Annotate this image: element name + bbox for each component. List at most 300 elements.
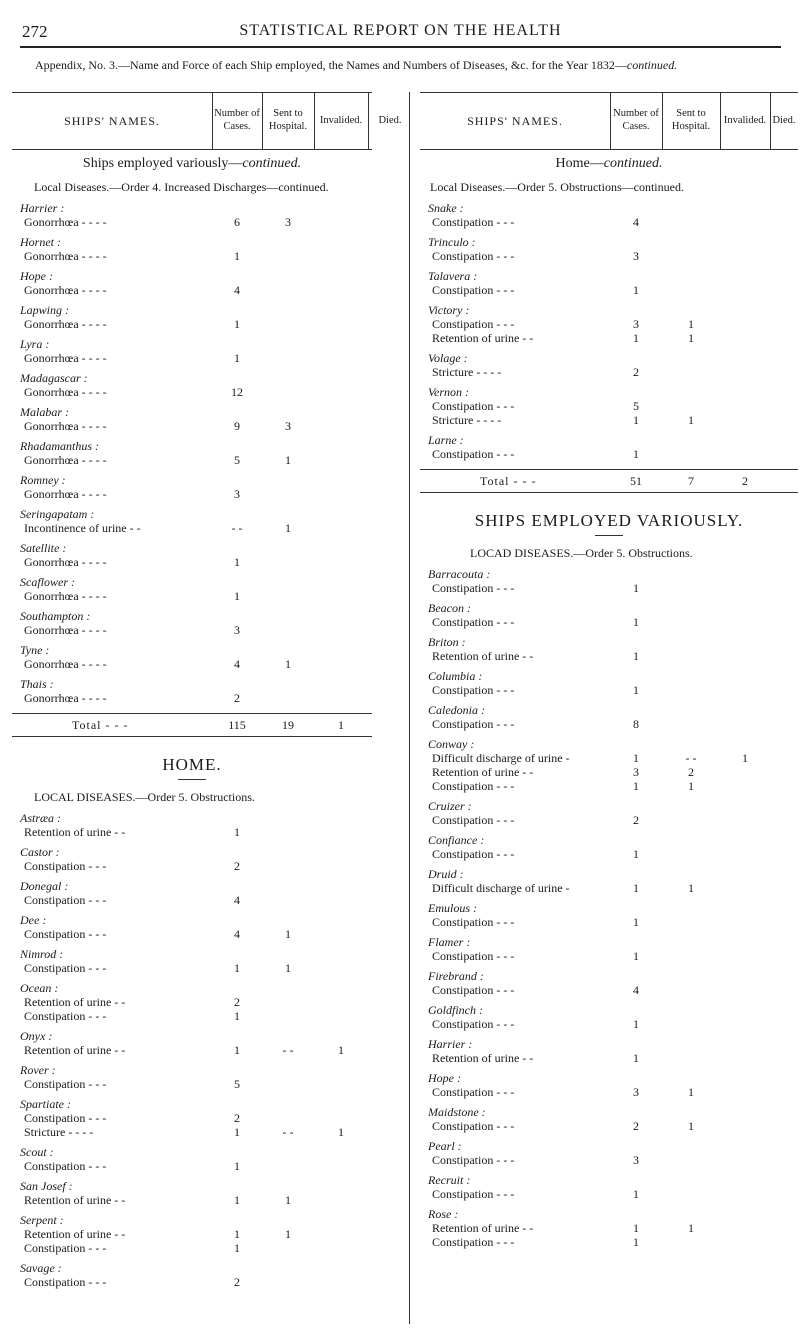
number-of-cases-cell: 4 xyxy=(633,983,639,997)
ships-names-header: SHIPS' NAMES. xyxy=(64,113,160,128)
number-of-cases-cell: 1 xyxy=(234,249,240,263)
table-row xyxy=(420,365,798,379)
disease-label: Retention of urine - - xyxy=(24,1227,126,1241)
sent-to-hospital-cell: 1 xyxy=(285,453,291,467)
sent-to-hospital-cell: 1 xyxy=(285,657,291,671)
table-row xyxy=(420,317,798,331)
sent-to-hospital-cell: 1 xyxy=(285,927,291,941)
table-row xyxy=(12,419,372,433)
number-of-cases-cell: 3 xyxy=(633,1153,639,1167)
disease-label: Gonorrhœa - - - - xyxy=(24,419,107,433)
table-row xyxy=(12,893,372,907)
table-row xyxy=(12,691,372,705)
number-of-cases-cell: 1 xyxy=(234,1227,240,1241)
number-of-cases-cell: 1 xyxy=(633,949,639,963)
died-header: Died. xyxy=(772,114,796,126)
table-row xyxy=(420,1187,798,1201)
section-title-right xyxy=(420,156,798,172)
number-of-cases-cell: 1 xyxy=(633,683,639,697)
variously-ship-list xyxy=(420,567,798,1249)
number-of-cases-cell: 3 xyxy=(633,249,639,263)
ship-name: Ocean : xyxy=(20,981,59,995)
top-rule xyxy=(20,46,781,48)
total-cases: 51 xyxy=(630,474,642,488)
home-disease-header: LOCAL DISEASES.—Order 5. Obstructions. xyxy=(34,790,255,804)
table-row xyxy=(12,487,372,501)
table-row xyxy=(12,1159,372,1173)
disease-label: Gonorrhœa - - - - xyxy=(24,589,107,603)
ship-name: Tyne : xyxy=(20,643,50,657)
disease-label: Constipation - - - xyxy=(24,1241,107,1255)
number-of-cases-cell: 2 xyxy=(633,1119,639,1133)
disease-label: Retention of urine - - xyxy=(24,825,126,839)
table-row xyxy=(12,351,372,365)
appendix-caption xyxy=(35,58,677,73)
table-row xyxy=(12,623,372,637)
table-row xyxy=(420,1221,798,1235)
page-number: 272 xyxy=(22,22,48,41)
total-cases: 115 xyxy=(228,718,246,732)
ship-name: Hope : xyxy=(428,1071,461,1085)
number-of-cases-cell: 1 xyxy=(633,413,639,427)
ship-name: Firebrand : xyxy=(428,969,484,983)
ship-name: Savage : xyxy=(20,1261,62,1275)
ship-name: Rose : xyxy=(428,1207,459,1221)
table-row xyxy=(420,1119,798,1133)
ship-name: Satellite : xyxy=(20,541,67,555)
number-of-cases-cell: 1 xyxy=(633,847,639,861)
disease-label: Gonorrhœa - - - - xyxy=(24,283,107,297)
section-title-left xyxy=(12,156,372,172)
ship-name: Onyx : xyxy=(20,1029,53,1043)
table-row xyxy=(12,995,372,1009)
number-of-cases-cell: 1 xyxy=(234,1241,240,1255)
sent-to-hospital-cell: 1 xyxy=(688,413,694,427)
ship-name: Hope : xyxy=(20,269,53,283)
table-row xyxy=(420,717,798,731)
ship-name: Rover : xyxy=(20,1063,56,1077)
disease-label: Constipation - - - xyxy=(24,1009,107,1023)
home-ship-list xyxy=(12,811,372,1289)
sent-to-hospital-cell: - - xyxy=(685,751,697,765)
total-sent: 7 xyxy=(688,474,694,488)
disease-label: Constipation - - - xyxy=(432,949,515,963)
table-row xyxy=(420,215,798,229)
disease-label: Constipation - - - xyxy=(432,1153,515,1167)
invalided-cell: 1 xyxy=(338,1043,344,1057)
variously-title: SHIPS EMPLOYED VARIOUSLY. xyxy=(474,511,744,530)
table-row xyxy=(420,847,798,861)
disease-label: Retention of urine - - xyxy=(432,1051,534,1065)
table-header-left xyxy=(12,92,402,150)
disease-label: Retention of urine - - xyxy=(24,995,126,1009)
ship-name: Romney : xyxy=(20,473,66,487)
disease-label: Constipation - - - xyxy=(432,447,515,461)
disease-label: Difficult discharge of urine - xyxy=(432,751,570,765)
disease-label: Retention of urine - - xyxy=(432,765,534,779)
disease-label: Constipation - - - xyxy=(432,1235,515,1249)
disease-label: Constipation - - - xyxy=(24,1159,107,1173)
ship-name: Nimrod : xyxy=(20,947,64,961)
ship-name: Columbia : xyxy=(428,669,483,683)
disease-label: Constipation - - - xyxy=(432,717,515,731)
ship-name: Southampton : xyxy=(20,609,91,623)
number-of-cases-cell: 5 xyxy=(234,453,240,467)
disease-label: Retention of urine - - xyxy=(432,1221,534,1235)
disease-label: Constipation - - - xyxy=(432,581,515,595)
disease-label: Gonorrhœa - - - - xyxy=(24,555,107,569)
table-row xyxy=(12,555,372,569)
number-of-cases-cell: 2 xyxy=(234,691,240,705)
table-row xyxy=(420,765,798,779)
table-row xyxy=(420,983,798,997)
ship-name: Conway : xyxy=(428,737,475,751)
sent-to-hospital-cell: 1 xyxy=(688,779,694,793)
number-of-cases-cell: 1 xyxy=(633,915,639,929)
sent-to-hospital-cell: - - xyxy=(282,1125,294,1139)
ship-name: Donegal : xyxy=(20,879,69,893)
ship-name: Confiance : xyxy=(428,833,485,847)
disease-label: Retention of urine - - xyxy=(24,1193,126,1207)
invalided-cell: 1 xyxy=(338,1125,344,1139)
disease-label: Constipation - - - xyxy=(432,283,515,297)
disease-label: Constipation - - - xyxy=(24,1111,107,1125)
total-row-left xyxy=(12,713,372,737)
disease-label: Constipation - - - xyxy=(432,399,515,413)
table-row xyxy=(420,249,798,263)
right-ship-list xyxy=(420,201,798,461)
sent-to-hospital-header: Sent to Hospital. xyxy=(268,108,308,132)
table-row xyxy=(12,961,372,975)
disease-label: Difficult discharge of urine - xyxy=(432,881,570,895)
disease-label: Gonorrhœa - - - - xyxy=(24,351,107,365)
sent-to-hospital-cell: 2 xyxy=(688,765,694,779)
number-of-cases-cell: 4 xyxy=(234,893,240,907)
number-of-cases-cell: 3 xyxy=(633,765,639,779)
invalided-header: Invalided. xyxy=(319,114,363,126)
number-of-cases-cell: 3 xyxy=(633,317,639,331)
table-row xyxy=(420,1085,798,1099)
disease-label: Gonorrhœa - - - - xyxy=(24,657,107,671)
table-row xyxy=(12,589,372,603)
number-of-cases-cell: 4 xyxy=(633,215,639,229)
table-row xyxy=(12,249,372,263)
sent-to-hospital-cell: 1 xyxy=(688,1221,694,1235)
table-row xyxy=(12,1043,372,1057)
number-of-cases-cell: 1 xyxy=(633,779,639,793)
ship-name: Emulous : xyxy=(428,901,477,915)
number-of-cases-cell: 1 xyxy=(234,1009,240,1023)
ship-name: Malabar : xyxy=(20,405,69,419)
disease-label: Constipation - - - xyxy=(24,1275,107,1289)
number-of-cases-cell: 12 xyxy=(231,385,243,399)
number-of-cases-cell: 1 xyxy=(234,589,240,603)
number-of-cases-header: Number of Cases. xyxy=(214,108,260,132)
ship-name: Harrier : xyxy=(20,201,65,215)
number-of-cases-cell: 1 xyxy=(234,1043,240,1057)
number-of-cases-cell: 8 xyxy=(633,717,639,731)
disease-label: Stricture - - - - xyxy=(432,413,502,427)
total-label: Total - - - xyxy=(480,474,537,488)
ship-name: Madagascar : xyxy=(20,371,88,385)
total-row-right xyxy=(420,469,798,493)
caption-continued: continued. xyxy=(626,58,678,72)
title-rule xyxy=(178,779,206,780)
number-of-cases-cell: 2 xyxy=(633,813,639,827)
ship-name: Trinculo : xyxy=(428,235,476,249)
sent-to-hospital-cell: 3 xyxy=(285,419,291,433)
sent-to-hospital-cell: 1 xyxy=(688,1085,694,1099)
disease-label: Constipation - - - xyxy=(432,215,515,229)
ship-name: Flamer : xyxy=(428,935,471,949)
disease-label: Gonorrhœa - - - - xyxy=(24,691,107,705)
ship-name: Pearl : xyxy=(428,1139,462,1153)
number-of-cases-cell: 1 xyxy=(633,331,639,345)
ships-names-header: SHIPS' NAMES. xyxy=(467,113,563,128)
disease-label: Constipation - - - xyxy=(432,615,515,629)
ship-name: Scout : xyxy=(20,1145,54,1159)
number-of-cases-cell: 1 xyxy=(234,1125,240,1139)
disease-label: Gonorrhœa - - - - xyxy=(24,623,107,637)
home-title: HOME. xyxy=(162,755,222,774)
number-of-cases-cell: 4 xyxy=(234,927,240,941)
total-label: Total - - - xyxy=(72,718,129,732)
number-of-cases-cell: - - xyxy=(231,521,243,535)
number-of-cases-cell: 1 xyxy=(633,1221,639,1235)
number-of-cases-cell: 1 xyxy=(234,1159,240,1173)
ship-name: Caledonia : xyxy=(428,703,485,717)
table-row xyxy=(420,331,798,345)
sent-to-hospital-cell: 1 xyxy=(688,331,694,345)
table-row xyxy=(420,413,798,427)
sent-to-hospital-cell: 1 xyxy=(688,1119,694,1133)
disease-label: Gonorrhœa - - - - xyxy=(24,385,107,399)
sent-to-hospital-cell: 3 xyxy=(285,215,291,229)
disease-label: Constipation - - - xyxy=(432,1119,515,1133)
table-row xyxy=(420,881,798,895)
total-invalided: 1 xyxy=(338,718,344,732)
disease-label: Retention of urine - - xyxy=(432,331,534,345)
invalided-cell: 1 xyxy=(742,751,748,765)
table-row xyxy=(12,1009,372,1023)
disease-label: Gonorrhœa - - - - xyxy=(24,317,107,331)
disease-label: Gonorrhœa - - - - xyxy=(24,453,107,467)
disease-label: Incontinence of urine - - xyxy=(24,521,141,535)
table-row xyxy=(420,1153,798,1167)
disease-label: Constipation - - - xyxy=(24,1077,107,1091)
ship-name: Serpent : xyxy=(20,1213,64,1227)
table-row xyxy=(12,1275,372,1289)
ship-name: Harrier : xyxy=(428,1037,473,1051)
column-divider xyxy=(409,92,410,1324)
number-of-cases-cell: 4 xyxy=(234,283,240,297)
number-of-cases-cell: 9 xyxy=(234,419,240,433)
ship-name: Volage : xyxy=(428,351,468,365)
table-row xyxy=(420,813,798,827)
number-of-cases-cell: 1 xyxy=(633,283,639,297)
number-of-cases-cell: 1 xyxy=(633,581,639,595)
disease-label: Gonorrhœa - - - - xyxy=(24,215,107,229)
number-of-cases-cell: 1 xyxy=(234,825,240,839)
number-of-cases-cell: 6 xyxy=(234,215,240,229)
number-of-cases-cell: 3 xyxy=(234,623,240,637)
table-row xyxy=(12,927,372,941)
ship-name: Recruit : xyxy=(428,1173,471,1187)
ship-name: Snake : xyxy=(428,201,464,215)
table-row xyxy=(420,649,798,663)
disease-label: Constipation - - - xyxy=(24,961,107,975)
disease-header-left: Local Diseases.—Order 4. Increased Discharges—continued. xyxy=(34,180,329,194)
number-of-cases-cell: 4 xyxy=(234,657,240,671)
number-of-cases-cell: 1 xyxy=(234,351,240,365)
ship-name: Lapwing : xyxy=(20,303,70,317)
ship-name: Maidstone : xyxy=(428,1105,486,1119)
ship-name: Victory : xyxy=(428,303,470,317)
section-left-cont: continued. xyxy=(242,156,302,171)
disease-label: Constipation - - - xyxy=(432,317,515,331)
number-of-cases-cell: 1 xyxy=(633,447,639,461)
ship-name: Druid : xyxy=(428,867,464,881)
ship-name: Dee : xyxy=(20,913,47,927)
disease-label: Constipation - - - xyxy=(432,779,515,793)
table-row xyxy=(420,751,798,765)
table-row xyxy=(12,859,372,873)
left-ship-list xyxy=(12,201,372,705)
disease-label: Constipation - - - xyxy=(432,983,515,997)
ship-name: Talavera : xyxy=(428,269,478,283)
table-row xyxy=(12,657,372,671)
table-row xyxy=(420,915,798,929)
table-row xyxy=(420,447,798,461)
number-of-cases-cell: 1 xyxy=(633,751,639,765)
table-row xyxy=(12,1227,372,1241)
disease-label: Constipation - - - xyxy=(432,847,515,861)
invalided-header: Invalided. xyxy=(723,114,767,126)
table-row xyxy=(420,581,798,595)
number-of-cases-cell: 2 xyxy=(234,859,240,873)
ship-name: Rhadamanthus : xyxy=(20,439,99,453)
table-row xyxy=(12,1193,372,1207)
title-rule xyxy=(595,535,623,536)
number-of-cases-cell: 1 xyxy=(633,1235,639,1249)
table-row xyxy=(12,317,372,331)
number-of-cases-cell: 2 xyxy=(234,995,240,1009)
ship-name: Vernon : xyxy=(428,385,469,399)
ship-name: Spartiate : xyxy=(20,1097,71,1111)
table-row xyxy=(12,825,372,839)
table-row xyxy=(420,399,798,413)
disease-label: Constipation - - - xyxy=(432,683,515,697)
sent-to-hospital-cell: 1 xyxy=(285,1227,291,1241)
ship-name: Thais : xyxy=(20,677,54,691)
ship-name: Goldfinch : xyxy=(428,1003,483,1017)
ship-name: Hornet : xyxy=(20,235,61,249)
sent-to-hospital-cell: - - xyxy=(282,1043,294,1057)
table-row xyxy=(12,1111,372,1125)
section-right-cont: continued. xyxy=(603,156,663,171)
number-of-cases-cell: 1 xyxy=(234,317,240,331)
disease-label: Constipation - - - xyxy=(432,1187,515,1201)
disease-label: Constipation - - - xyxy=(432,249,515,263)
disease-label: Constipation - - - xyxy=(24,859,107,873)
table-row xyxy=(420,283,798,297)
number-of-cases-cell: 1 xyxy=(633,1051,639,1065)
table-row xyxy=(12,1077,372,1091)
disease-label: Gonorrhœa - - - - xyxy=(24,487,107,501)
table-row xyxy=(420,683,798,697)
disease-label: Stricture - - - - xyxy=(24,1125,94,1139)
sent-to-hospital-cell: 1 xyxy=(285,1193,291,1207)
number-of-cases-cell: 5 xyxy=(633,399,639,413)
number-of-cases-cell: 2 xyxy=(234,1275,240,1289)
ship-name: Lyra : xyxy=(20,337,50,351)
table-row xyxy=(420,949,798,963)
caption-text: Appendix, No. 3.—Name and Force of each Ship employed, the Names and Numbers of Diseases, &c. for the Year 1832— xyxy=(35,58,627,72)
disease-label: Constipation - - - xyxy=(432,915,515,929)
sent-to-hospital-header: Sent to Hospital. xyxy=(671,108,711,132)
table-row xyxy=(420,779,798,793)
disease-label: Gonorrhœa - - - - xyxy=(24,249,107,263)
table-row xyxy=(12,1125,372,1139)
disease-label: Constipation - - - xyxy=(432,813,515,827)
disease-label: Constipation - - - xyxy=(24,927,107,941)
table-row xyxy=(420,615,798,629)
disease-label: Retention of urine - - xyxy=(24,1043,126,1057)
variously-disease-header: LOCAD DISEASES.—Order 5. Obstructions. xyxy=(470,546,693,560)
running-title: STATISTICAL REPORT ON THE HEALTH xyxy=(239,22,562,39)
number-of-cases-cell: 1 xyxy=(633,649,639,663)
disease-header-right: Local Diseases.—Order 5. Obstructions—continued. xyxy=(430,180,684,194)
ship-name: San Josef : xyxy=(20,1179,73,1193)
disease-label: Stricture - - - - xyxy=(432,365,502,379)
number-of-cases-cell: 5 xyxy=(234,1077,240,1091)
disease-label: Constipation - - - xyxy=(24,893,107,907)
number-of-cases-cell: 3 xyxy=(234,487,240,501)
ship-name: Scaflower : xyxy=(20,575,75,589)
ship-name: Astræa : xyxy=(20,811,62,825)
disease-label: Constipation - - - xyxy=(432,1017,515,1031)
table-row xyxy=(420,1017,798,1031)
disease-label: Retention of urine - - xyxy=(432,649,534,663)
number-of-cases-cell: 1 xyxy=(234,1193,240,1207)
sent-to-hospital-cell: 1 xyxy=(688,881,694,895)
number-of-cases-cell: 1 xyxy=(234,555,240,569)
disease-label: Constipation - - - xyxy=(432,1085,515,1099)
died-header: Died. xyxy=(378,114,402,126)
section-right: Home— xyxy=(555,156,604,171)
ship-name: Castor : xyxy=(20,845,60,859)
table-header-right xyxy=(420,92,798,150)
table-row xyxy=(420,1051,798,1065)
ship-name: Seringapatam : xyxy=(20,507,95,521)
table-row xyxy=(12,453,372,467)
ship-name: Larne : xyxy=(428,433,464,447)
ship-name: Cruizer : xyxy=(428,799,472,813)
table-row xyxy=(12,215,372,229)
number-of-cases-cell: 2 xyxy=(633,365,639,379)
total-invalided: 2 xyxy=(742,474,748,488)
sent-to-hospital-cell: 1 xyxy=(688,317,694,331)
number-of-cases-cell: 1 xyxy=(633,615,639,629)
number-of-cases-header: Number of Cases. xyxy=(613,108,659,132)
left-column xyxy=(12,92,402,1289)
table-row xyxy=(12,521,372,535)
ship-name: Briton : xyxy=(428,635,466,649)
sent-to-hospital-cell: 1 xyxy=(285,521,291,535)
table-row xyxy=(12,385,372,399)
number-of-cases-cell: 3 xyxy=(633,1085,639,1099)
number-of-cases-cell: 1 xyxy=(633,1187,639,1201)
